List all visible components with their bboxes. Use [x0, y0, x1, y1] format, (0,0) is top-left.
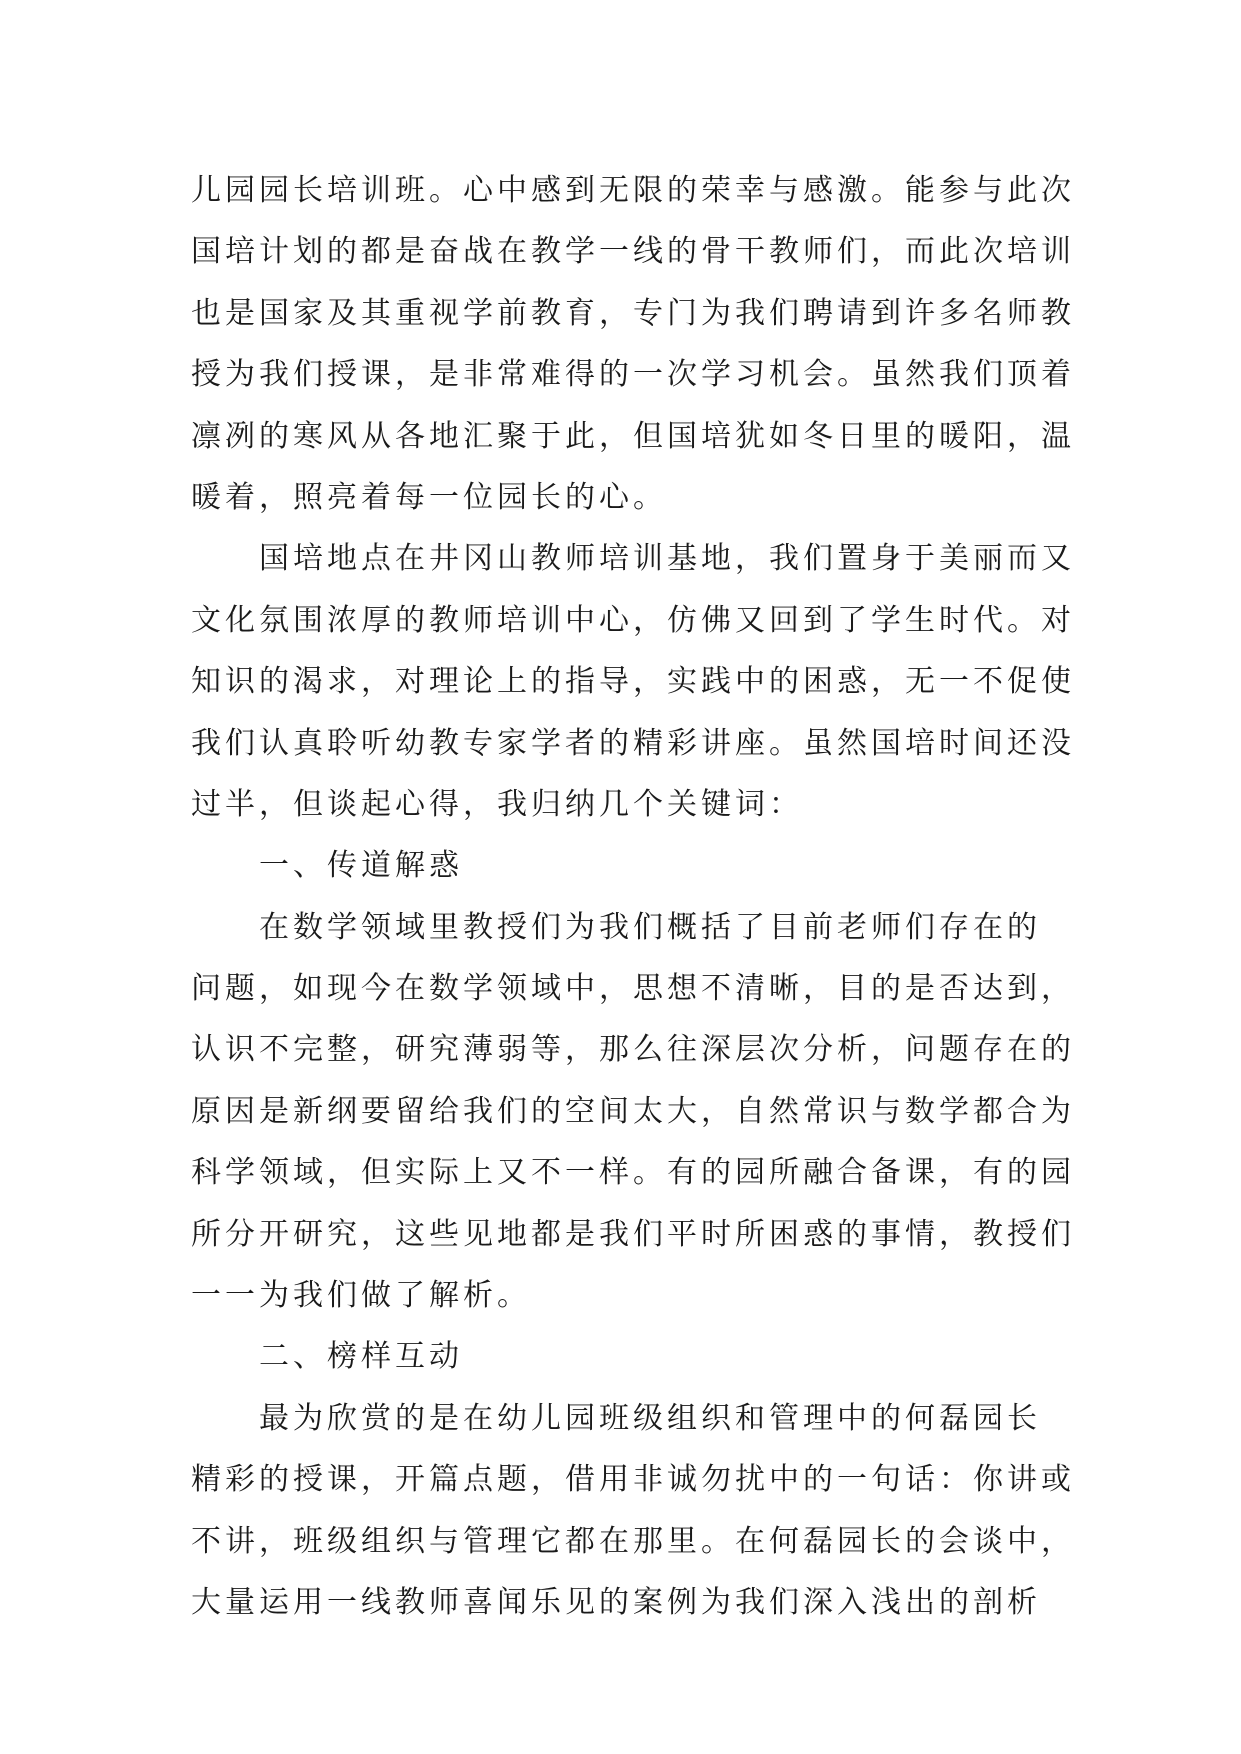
text-line: 精彩的授课，开篇点题，借用非诚勿扰中的一句话：你讲或 — [191, 1462, 1075, 1498]
section-heading: 二、榜样互动 — [259, 1339, 463, 1375]
text-line: 文化氛围浓厚的教师培训中心，仿佛又回到了学生时代。对 — [191, 602, 1075, 638]
paragraph-start-line: 在数学领域里教授们为我们概括了目前老师们存在的 — [259, 909, 1041, 945]
text-line: 国培计划的都是奋战在教学一线的骨干教师们，而此次培训 — [191, 234, 1075, 270]
body-text — [191, 160, 1081, 1633]
text-line: 凛冽的寒风从各地汇聚于此，但国培犹如冬日里的暖阳，温 — [191, 418, 1075, 454]
text-line: 科学领域，但实际上又不一样。有的园所融合备课，有的园 — [191, 1155, 1075, 1191]
text-line: 不讲，班级组织与管理它都在那里。在何磊园长的会谈中， — [191, 1523, 1075, 1559]
text-line: 大量运用一线教师喜闻乐见的案例为我们深入浅出的剖析 — [191, 1584, 1041, 1620]
section-heading: 一、传道解惑 — [259, 848, 463, 884]
text-line: 暖着，照亮着每一位园长的心。 — [191, 479, 667, 515]
text-line: 授为我们授课，是非常难得的一次学习机会。虽然我们顶着 — [191, 357, 1075, 393]
paragraph-start-line: 国培地点在井冈山教师培训基地，我们置身于美丽而又 — [259, 541, 1075, 577]
text-line: 儿园园长培训班。心中感到无限的荣幸与感激。能参与此次 — [191, 173, 1075, 208]
text-line: 原因是新纲要留给我们的空间太大，自然常识与数学都合为 — [191, 1093, 1075, 1129]
text-line: 我们认真聆听幼教专家学者的精彩讲座。虽然国培时间还没 — [191, 725, 1075, 761]
text-line: 问题，如现今在数学领域中，思想不清晰，目的是否达到， — [191, 971, 1075, 1007]
text-line: 一一为我们做了解析。 — [191, 1278, 531, 1314]
text-line: 也是国家及其重视学前教育，专门为我们聘请到许多名师教 — [191, 295, 1075, 331]
text-line: 知识的渴求，对理论上的指导，实践中的困惑，无一不促使 — [191, 664, 1075, 700]
text-line: 认识不完整，研究薄弱等，那么往深层次分析，问题存在的 — [191, 1032, 1075, 1068]
paragraph-start-line: 最为欣赏的是在幼儿园班级组织和管理中的何磊园长 — [259, 1400, 1041, 1436]
text-line: 过半，但谈起心得，我归纳几个关键词： — [191, 786, 803, 822]
text-line: 所分开研究，这些见地都是我们平时所困惑的事情，教授们 — [191, 1216, 1075, 1252]
